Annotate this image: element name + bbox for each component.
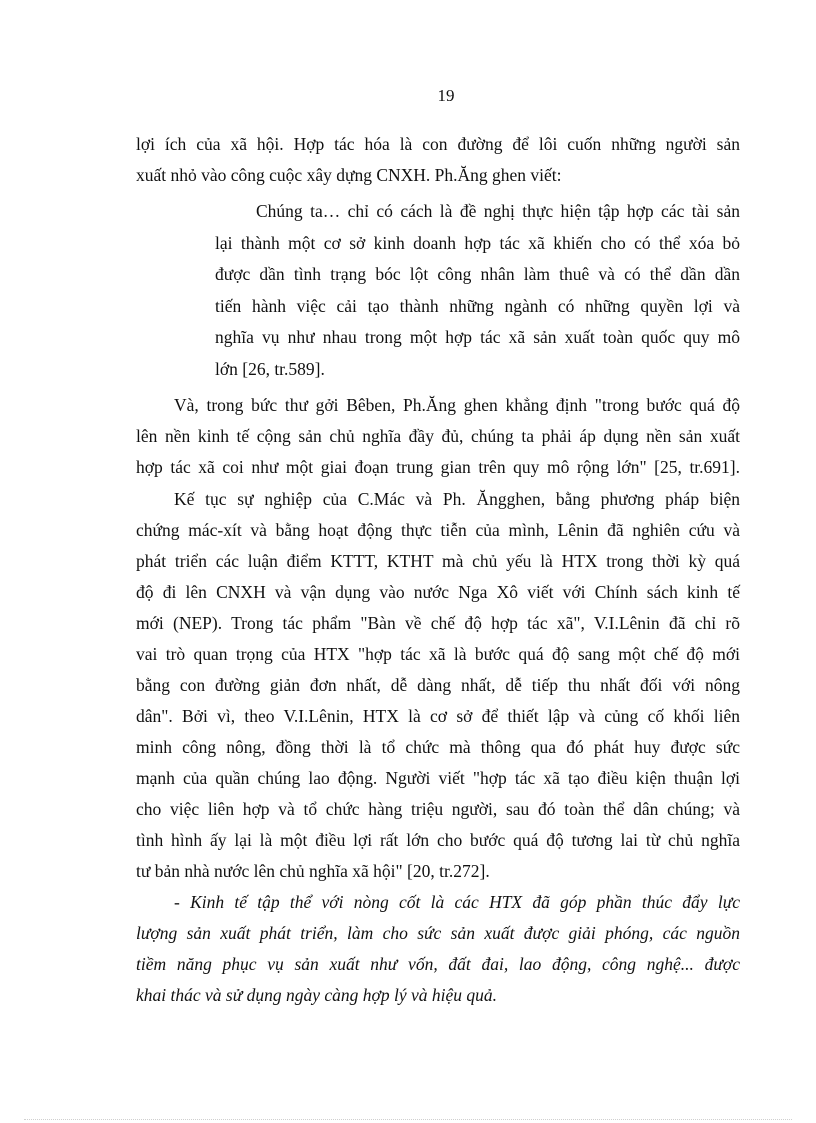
quote-line: Chúng ta… chỉ có cách là đề nghị thực hiện tập hợp các tài sản: [256, 201, 740, 221]
text-line: cho việc liên hợp và tổ chức hàng triệu người, sau đó toàn thể dân chúng; và: [136, 799, 740, 819]
quote-line: lại thành một cơ sở kinh doanh hợp tác xã khiến cho có thể xóa bỏ: [215, 233, 740, 253]
text-line: mới (NEP). Trong tác phẩm "Bàn về chế độ hợp tác xã", V.I.Lênin đã chỉ rõ: [136, 613, 740, 633]
text-line: độ đi lên CNXH và vận dụng vào nước Nga Xô viết với Chính sách kinh tế: [136, 582, 740, 602]
text-line: phát triển các luận điểm KTTT, KTHT mà chủ yếu là HTX trong thời kỳ quá: [136, 551, 740, 571]
quote-line: lớn [26, tr.589].: [215, 359, 325, 379]
text-line: mạnh của quần chúng lao động. Người viết "hợp tác xã tạo điều kiện thuận lợi: [136, 768, 740, 788]
text-line: lên nền kinh tế cộng sản chủ nghĩa đầy đủ, chúng ta phải áp dụng nền sản xuất: [136, 426, 740, 446]
quote-line: được dần tình trạng bóc lột công nhân làm thuê và có thể dần dần: [215, 264, 740, 284]
text-line: dân". Bởi vì, theo V.I.Lênin, HTX là cơ sở để thiết lập và củng cố khối liên: [136, 706, 740, 726]
text-line: Kế tục sự nghiệp của C.Mác và Ph. Ăngghen, bằng phương pháp biện: [174, 489, 740, 509]
text-line: chứng mác-xít và bằng hoạt động thực tiễn của mình, Lênin đã nghiên cứu và: [136, 520, 740, 540]
text-line: tư bản nhà nước lên chủ nghĩa xã hội" [20, tr.272].: [136, 861, 490, 881]
text-line: Và, trong bức thư gởi Bêben, Ph.Ăng ghen khẳng định "trong bước quá độ: [174, 395, 740, 415]
italic-line: lượng sản xuất phát triển, làm cho sức sản xuất được giải phóng, các nguồn: [136, 923, 740, 943]
italic-line: tiềm năng phục vụ sản xuất như vốn, đất đai, lao động, công nghệ... được: [136, 954, 740, 974]
text-line: hợp tác xã coi như một giai đoạn trung gian trên quy mô rộng lớn" [25, tr.691].: [136, 457, 740, 477]
text-line: tình hình ấy lại là một điều lợi rất lớn cho bước quá độ tương lai từ chủ nghĩa: [136, 830, 740, 850]
quote-line: tiến hành việc cải tạo thành những ngành có những quyền lợi và: [215, 296, 740, 316]
italic-line: khai thác và sử dụng ngày càng hợp lý và hiệu quả.: [136, 985, 498, 1005]
text-line: vai trò quan trọng của HTX "hợp tác xã là bước quá độ sang một chế độ mới: [136, 644, 740, 664]
page-bottom-divider: [24, 1119, 792, 1120]
text-line: bằng con đường giản đơn nhất, dễ dàng nhất, dễ tiếp thu nhất đối với nông: [136, 675, 740, 695]
text-line: xuất nhỏ vào công cuộc xây dựng CNXH. Ph.Ăng ghen viết:: [136, 165, 562, 185]
text-line: lợi ích của xã hội. Hợp tác hóa là con đường để lôi cuốn những người sản: [136, 134, 740, 154]
page-number: 19: [437, 86, 455, 105]
italic-line: - Kinh tế tập thể với nòng cốt là các HTX đã góp phần thúc đẩy lực: [174, 892, 740, 912]
text-line: minh công nông, đồng thời là tổ chức mà thông qua đó phát huy được sức: [136, 737, 740, 757]
quote-line: nghĩa vụ như nhau trong một hợp tác xã sản xuất toàn quốc quy mô: [215, 327, 740, 347]
